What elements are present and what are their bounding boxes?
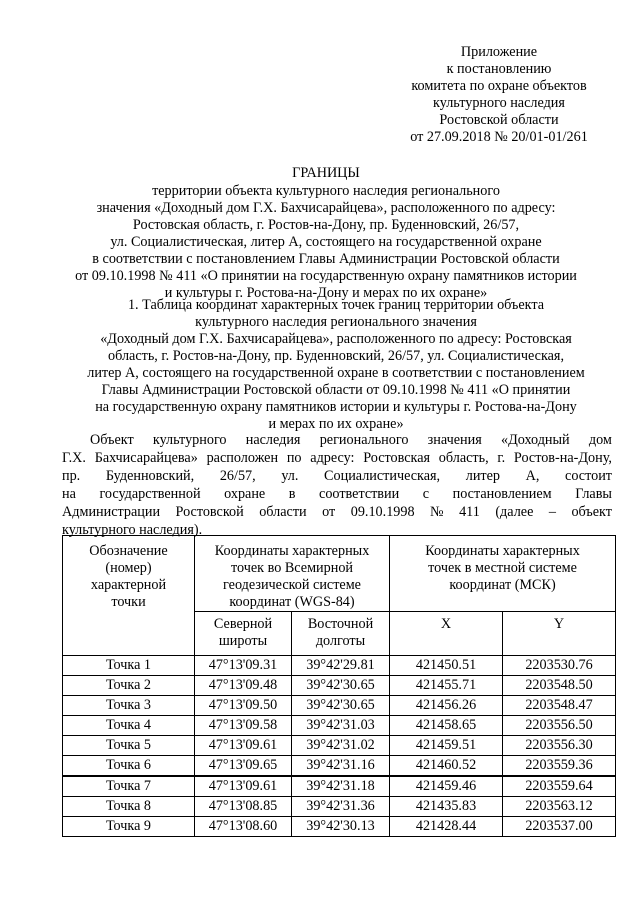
cell-point: Точка 7 [63,776,195,797]
cell-point: Точка 5 [63,736,195,756]
cell-point: Точка 2 [63,676,195,696]
cell-north: 47°13'09.65 [195,756,292,777]
paragraph-word: № [430,504,444,520]
paragraph-line [62,485,612,503]
paragraph-word: Г.Х. [62,450,86,466]
table-row [63,696,616,716]
cell-east: 39°42'30.13 [292,817,390,837]
cell-north: 47°13'09.31 [195,656,292,676]
appendix-line: Ростовской области [439,112,559,128]
paragraph-word: «Доходный [500,432,570,448]
paragraph-word: по [286,450,302,466]
appendix-block [384,44,614,146]
cell-x: 421450.51 [390,656,503,676]
cell-north: 47°13'09.50 [195,696,292,716]
cell-y: 2203530.76 [503,656,616,676]
header-msk-coordinates [390,536,616,612]
paragraph-word: (далее [495,504,534,520]
coordinates-table [62,535,616,837]
paragraph-word: пр. [62,468,81,484]
paragraph-word: дом [588,432,612,448]
paragraph-word: – [548,504,556,520]
subheader-x: X [390,612,503,656]
paragraph-word: состоит [565,468,612,484]
cell-x: 421458.65 [390,716,503,736]
cell-east: 39°42'31.03 [292,716,390,736]
paragraph-word: регионального [319,432,409,448]
cell-y: 2203559.64 [503,776,616,797]
paragraph-word: Ростов-на-Дону, [513,450,612,466]
table-row [63,656,616,676]
section-line: литер А, состоящего на государственной охране в соответствии с постановлением [87,365,585,381]
paragraph-word: Бахчисарайцева» [94,450,198,466]
appendix-line: комитета по охране объектов [411,78,587,94]
body-paragraph [62,431,612,539]
cell-east: 39°42'30.65 [292,696,390,716]
paragraph-word: А, [525,468,540,484]
table-row [63,817,616,837]
paragraph-word: расположен [206,450,279,466]
appendix-line: Приложение [460,44,538,60]
cell-y: 2203563.12 [503,797,616,817]
table-row [63,716,616,736]
subheader-text: Восточной долготы [307,616,374,649]
section-line: «Доходный дом Г.Х. Бахчисарайцева», расположенного по адресу: Ростовская [100,331,572,347]
paragraph-word: на [62,486,76,502]
subheader-north-latitude [195,612,292,656]
cell-point: Точка 6 [63,756,195,777]
paragraph-word: области [259,504,307,520]
paragraph-word: культурного наследия). [62,522,203,538]
paragraph-word: культурного [152,432,227,448]
paragraph-word: постановлением [452,486,552,502]
table-row [63,756,616,777]
cell-east: 39°42'31.02 [292,736,390,756]
appendix-date-number: от 27.09.2018 № 20/01-01/261 [410,129,588,145]
section-line: на государственную охрану памятников истории и культуры г. Ростова-на-Дону [95,399,577,415]
document-heading: ГРАНИЦЫ [292,165,360,181]
header-point-designation [63,536,195,656]
title-line: территории объекта культурного наследия регионального [152,183,500,199]
cell-east: 39°42'31.18 [292,776,390,797]
header-text: Координаты характерных точек во Всемирной геодезической системе координат (WGS-84) [214,543,370,610]
cell-east: 39°42'29.81 [292,656,390,676]
paragraph-word: Администрации [62,504,161,520]
paragraph-word: с [422,486,430,502]
paragraph-word: область, [438,450,489,466]
cell-y: 2203556.30 [503,736,616,756]
document-title-block [40,165,612,302]
cell-point: Точка 8 [63,797,195,817]
paragraph-word: в [288,486,296,502]
paragraph-word: г. [497,450,506,466]
paragraph-line [62,503,612,521]
section-line: область, г. Ростов-на-Дону, пр. Буденновский, 26/57, ул. Социалистическая, [107,348,565,364]
table-row [63,797,616,817]
paragraph-word: объект [571,504,612,520]
section-line: Главы Администрации Ростовской области от 09.10.1998 № 411 «О принятии [101,382,571,398]
title-line: и культуры г. Ростова-на-Дону и мерах по их охране» [164,285,488,301]
cell-x: 421455.71 [390,676,503,696]
header-wgs-coordinates [195,536,390,612]
paragraph-word: Буденновский, [105,468,195,484]
paragraph-word: государственной [99,486,201,502]
section-heading-block [60,297,612,433]
cell-north: 47°13'09.48 [195,676,292,696]
section-line: и мерах по их охране» [268,416,404,432]
cell-x: 421428.44 [390,817,503,837]
paragraph-word: Социалистическая, [324,468,441,484]
subheader-text: Северной широты [213,616,273,649]
cell-point: Точка 9 [63,817,195,837]
cell-x: 421456.26 [390,696,503,716]
paragraph-word: Ростовская [363,450,431,466]
cell-point: Точка 1 [63,656,195,676]
paragraph-word: 411 [459,504,480,520]
cell-east: 39°42'31.36 [292,797,390,817]
title-line: значения «Доходный дом Г.Х. Бахчисарайцева», расположенного по адресу: [96,200,556,216]
cell-north: 47°13'08.85 [195,797,292,817]
cell-x: 421459.46 [390,776,503,797]
table-header-row [63,536,616,612]
paragraph-word: Объект [90,432,134,448]
cell-north: 47°13'08.60 [195,817,292,837]
cell-y: 2203537.00 [503,817,616,837]
cell-east: 39°42'31.16 [292,756,390,777]
header-text: Координаты характерных точек в местной системе координат (МСК) [425,543,580,593]
paragraph-word: охране [224,486,266,502]
table-row [63,736,616,756]
cell-point: Точка 4 [63,716,195,736]
cell-x: 421435.83 [390,797,503,817]
paragraph-word: значения [427,432,482,448]
table-row [63,676,616,696]
paragraph-line [62,449,612,467]
cell-x: 421460.52 [390,756,503,777]
cell-x: 421459.51 [390,736,503,756]
paragraph-word: 26/57, [219,468,256,484]
paragraph-line [62,467,612,485]
paragraph-line [62,431,612,449]
subheader-y: Y [503,612,616,656]
cell-y: 2203548.50 [503,676,616,696]
title-line: ул. Социалистическая, литер А, состоящего на государственной охране [110,234,542,250]
paragraph-word: от [322,504,336,520]
title-line: Ростовская область, г. Ростов-на-Дону, пр. Буденновский, 26/57, [132,217,520,233]
paragraph-word: Главы [575,486,612,502]
cell-north: 47°13'09.61 [195,776,292,797]
cell-point: Точка 3 [63,696,195,716]
paragraph-word: наследия [245,432,301,448]
paragraph-word: литер [465,468,500,484]
cell-y: 2203556.50 [503,716,616,736]
section-line: 1. Таблица координат характерных точек границ территории объекта [127,297,545,313]
title-line: от 09.10.1998 № 411 «О принятии на государственную охрану памятников истории [75,268,577,284]
paragraph-word: ул. [281,468,299,484]
cell-east: 39°42'30.65 [292,676,390,696]
paragraph-word: адресу: [310,450,355,466]
appendix-line: культурного наследия [433,95,565,111]
cell-north: 47°13'09.58 [195,716,292,736]
title-line: в соответствии с постановлением Главы Администрации Ростовской области [92,251,560,267]
appendix-line: к постановлению [446,61,552,77]
paragraph-word: 09.10.1998 [350,504,415,520]
section-line: культурного наследия регионального значения [195,314,477,330]
cell-north: 47°13'09.61 [195,736,292,756]
cell-y: 2203559.36 [503,756,616,777]
subheader-east-longitude [292,612,390,656]
table-row [63,776,616,797]
paragraph-word: Ростовской [175,504,244,520]
cell-y: 2203548.47 [503,696,616,716]
header-text: Обозначение (номер) характерной точки [89,543,168,610]
paragraph-word: соответствии [319,486,400,502]
